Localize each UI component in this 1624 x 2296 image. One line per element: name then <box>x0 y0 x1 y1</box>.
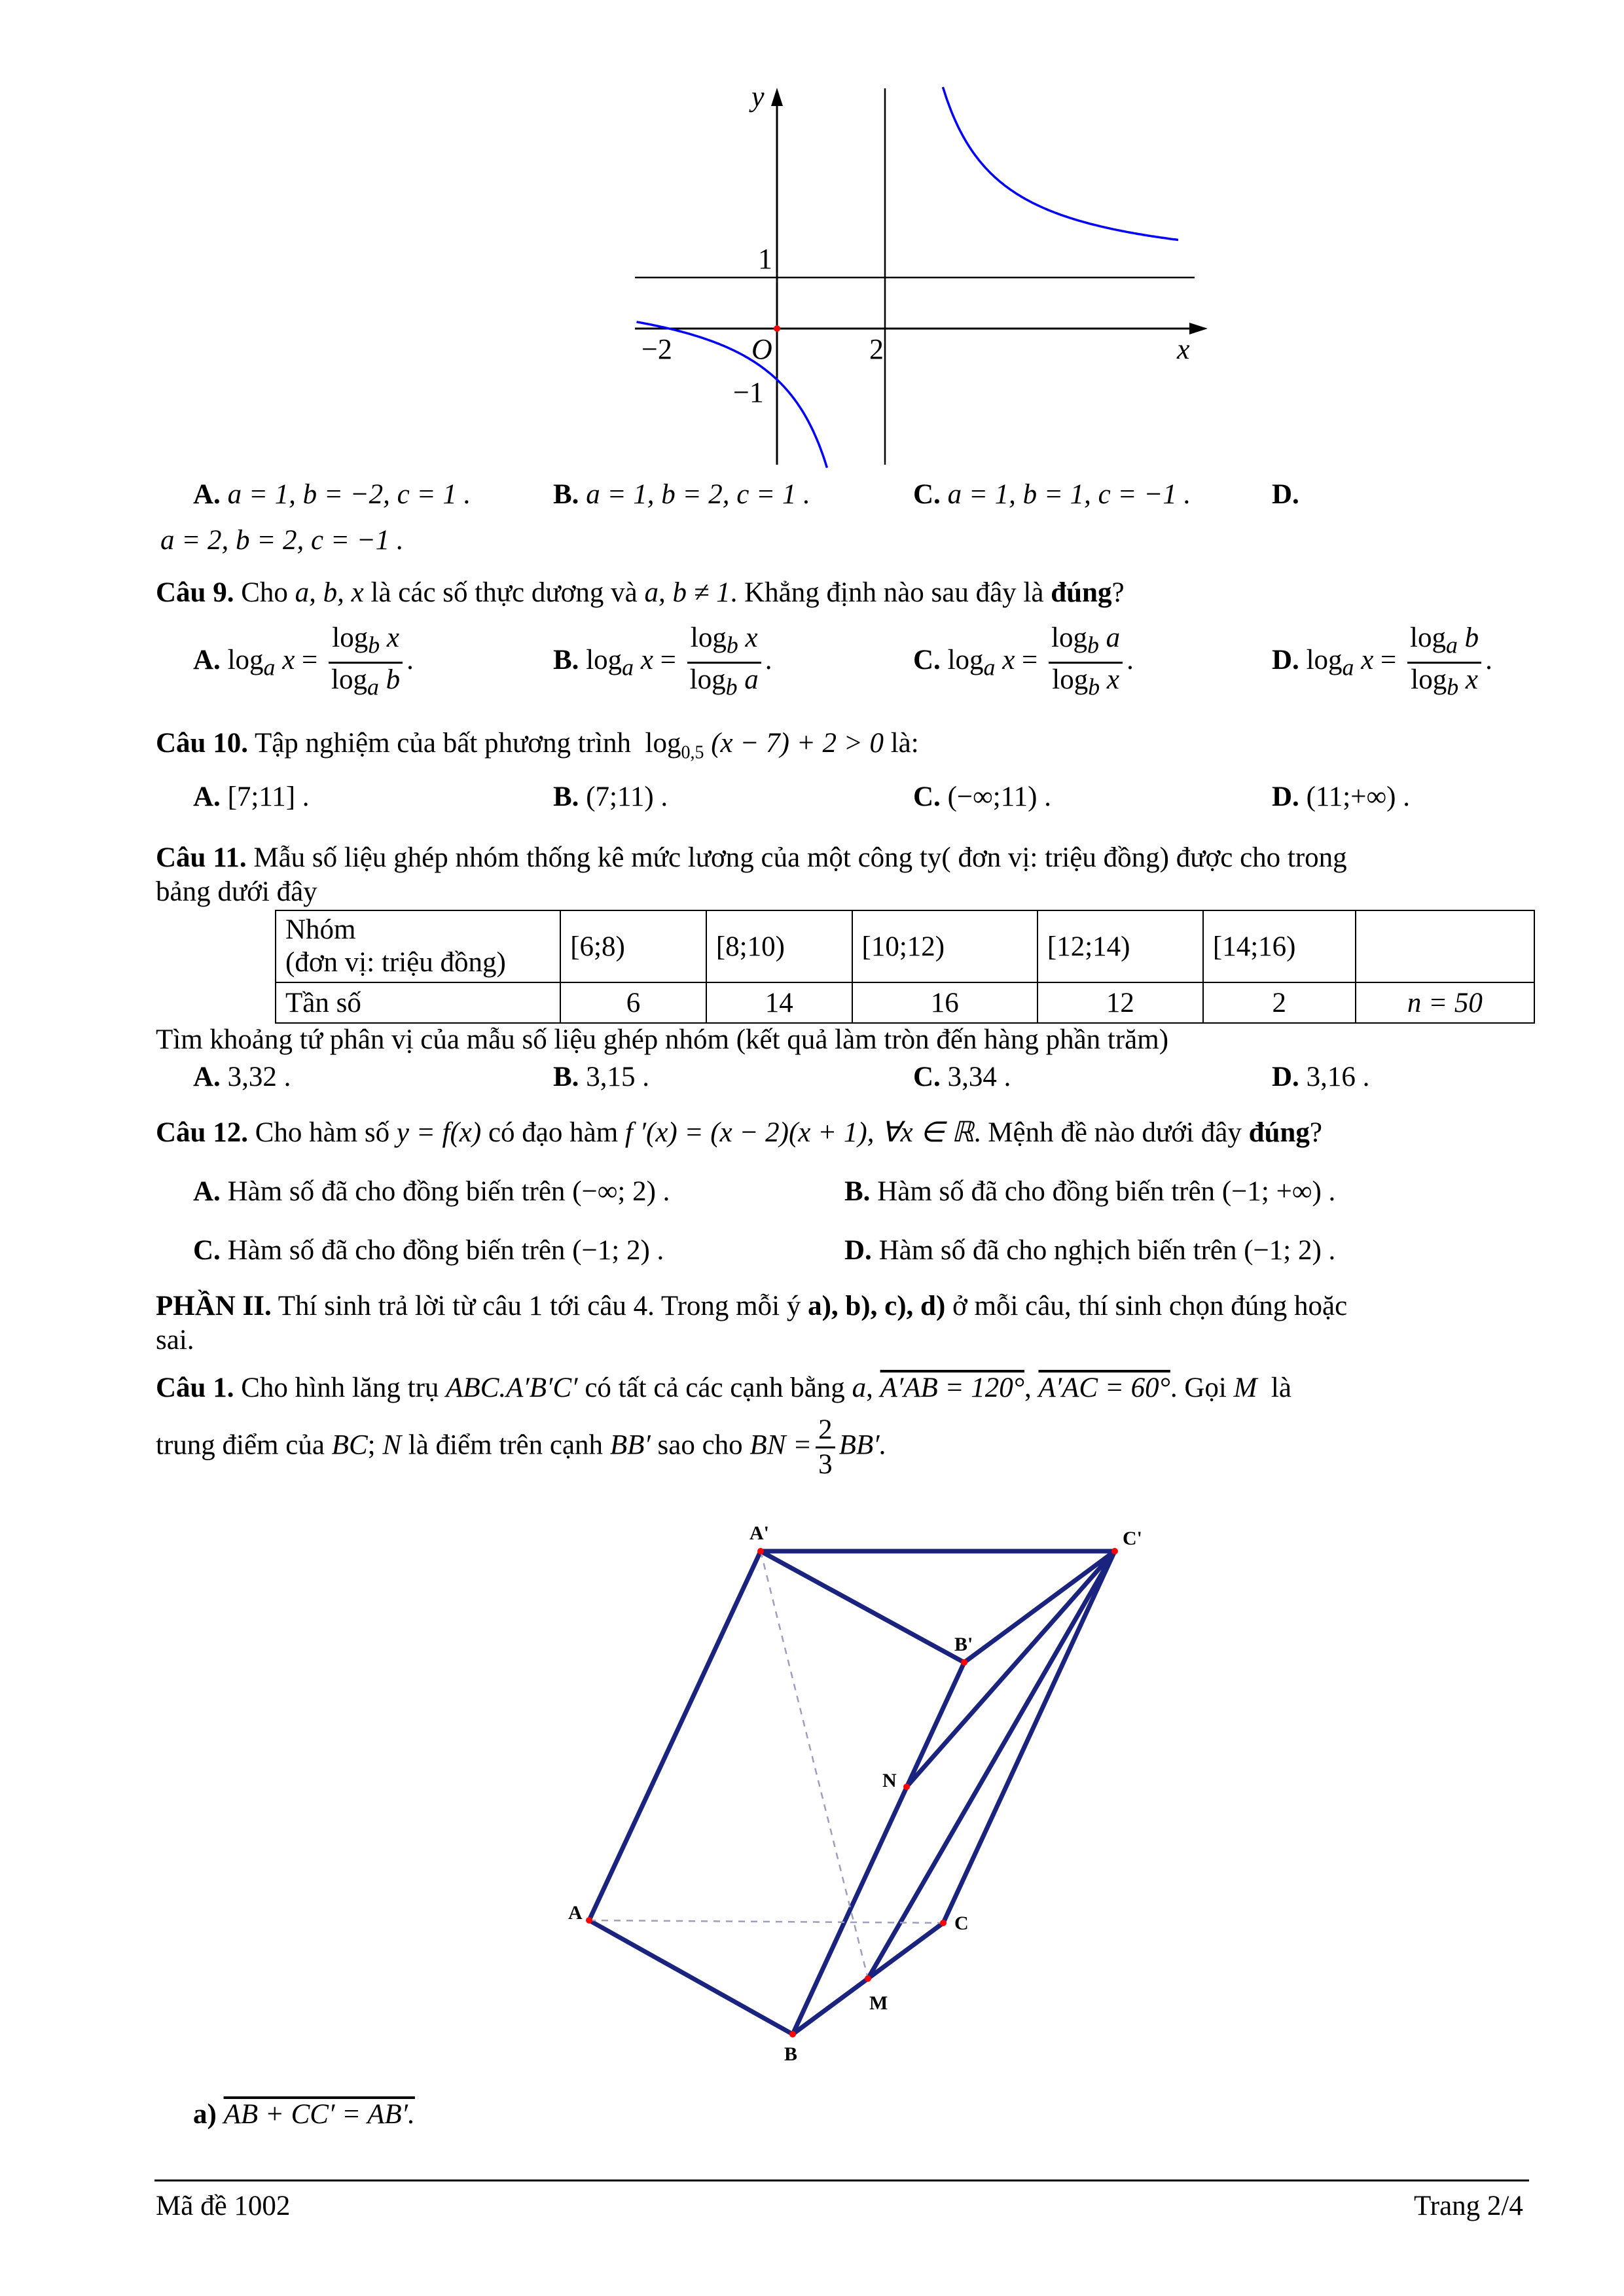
q12-option-c[interactable]: C. Hàm số đã cho đồng biến trên (−1; 2) . <box>193 1235 664 1266</box>
table-cell: 14 <box>706 982 852 1023</box>
edge-ApBp <box>761 1551 964 1662</box>
x-label: x <box>1177 333 1190 365</box>
point-Bp <box>961 1659 967 1666</box>
table-cell: [12;14) <box>1038 910 1203 982</box>
p2q1-stem-line1: Câu 1. Cho hình lăng trụ ABC.A′B′C′ có tất cả các cạnh bằng a, A′AB = 120°, A′AC = 60°. Gọi M là <box>156 1372 1291 1403</box>
tick-1-label: 1 <box>758 243 772 275</box>
label-C: C <box>954 1912 969 1934</box>
q9-option-a[interactable]: A. $\log_a x$ = $\frac{\log_b x}{\log_a b}$ . <box>193 622 414 700</box>
table-row-groups <box>276 910 1534 982</box>
y-label: y <box>751 81 765 113</box>
label-Cp: C' <box>1123 1528 1142 1549</box>
q9-stem: Câu 9. Cho a, b, x là các số thực dương và a, b ≠ 1. Khẳng định nào sau đây là đúng? <box>156 577 1125 608</box>
q8-option-d-text: a = 2, b = 2, c = −1 . <box>160 525 404 556</box>
q8-option-c[interactable]: C. a = 1, b = 1, c = −1 . <box>913 479 1191 510</box>
p2q1-stem-line2: trung điểm của BC; N là điểm trên cạnh BB′ sao cho BN = $\frac{2}{3}$ BB′. <box>156 1414 887 1480</box>
segment-MCp <box>868 1551 1115 1979</box>
edge-BpCp <box>964 1551 1115 1662</box>
label-Bp: B' <box>954 1634 973 1655</box>
q11-option-b[interactable]: B. 3,15 . <box>553 1062 649 1092</box>
q9-option-c[interactable]: C. $\log_a x$ = $\frac{\log_b a}{\log_b x}$ . <box>913 622 1134 700</box>
origin-label: O <box>751 333 772 365</box>
table-cell: [14;16) <box>1203 910 1356 982</box>
hidden-segment-ApM <box>761 1551 868 1979</box>
table-cell: 6 <box>560 982 706 1023</box>
q8-option-c-text: a = 1, b = 1, c = −1 . <box>947 479 1191 510</box>
tick-neg1-label: −1 <box>733 376 764 408</box>
q9-option-d[interactable]: D. $\log_a x$ = $\frac{\log_a b}{\log_b x}$ . <box>1272 622 1492 700</box>
q10-stem: Câu 10. Tập nghiệm của bất phương trình $\log_{0,5} (x - 7) + 2 > 0$ là: <box>156 728 919 763</box>
q12-option-d[interactable]: D. Hàm số đã cho nghịch biến trên (−1; 2) . <box>844 1235 1336 1266</box>
q11-option-d[interactable]: D. 3,16 . <box>1272 1062 1370 1092</box>
function-graph <box>622 79 1211 471</box>
footer-divider <box>154 2179 1529 2181</box>
label-A: A <box>568 1902 583 1924</box>
edge-AB <box>589 1920 793 2034</box>
q11-question: Tìm khoảng tứ phân vị của mẫu số liệu ghép nhóm (kết quả làm tròn đến hàng phần trăm) <box>156 1024 1169 1055</box>
q11-stem-line2: bảng dưới đây <box>156 876 317 907</box>
x-axis-arrow <box>1189 323 1208 334</box>
y-axis-arrow <box>771 88 783 106</box>
point-Ap <box>757 1548 764 1554</box>
table-row-label: Tần số <box>276 982 560 1023</box>
point-A <box>586 1917 592 1924</box>
label-N: N <box>882 1770 897 1791</box>
q10-option-c[interactable]: C. (−∞;11) . <box>913 781 1051 812</box>
footer-page-number: Trang 2/4 <box>1414 2191 1523 2221</box>
hidden-edge-AC <box>589 1920 943 1923</box>
point-N <box>903 1784 910 1790</box>
q12-option-a[interactable]: A. Hàm số đã cho đồng biến trên (−∞; 2) . <box>193 1176 670 1207</box>
point-B <box>789 2031 796 2037</box>
q10-option-a[interactable]: A. [7;11] . <box>193 781 310 812</box>
label-Ap: A' <box>749 1522 769 1544</box>
prism-figure <box>524 1505 1178 2065</box>
q10-option-b[interactable]: B. (7;11) . <box>553 781 668 812</box>
label-B: B <box>784 2043 798 2065</box>
q10-option-d[interactable]: D. (11;+∞) . <box>1272 781 1410 812</box>
footer-exam-code: Mã đề 1002 <box>156 2191 291 2221</box>
part2-heading: PHẦN II. Thí sinh trả lời từ câu 1 tới câu 4. Trong mỗi ý a), b), c), d) ở mỗi câu, thí sinh chọn đúng hoặc <box>156 1291 1348 1321</box>
table-cell: 12 <box>1038 982 1203 1023</box>
table-row-freq <box>276 982 1534 1023</box>
q8-option-b[interactable]: B. a = 1, b = 2, c = 1 . <box>553 479 810 510</box>
q12-stem: Câu 12. Cho hàm số y = f(x) có đạo hàm f ′(x) = (x − 2)(x + 1), ∀x ∈ ℝ. Mệnh đề nào dưới đây đúng? <box>156 1117 1322 1148</box>
q8-option-a[interactable]: A. a = 1, b = −2, c = 1 . <box>193 479 471 510</box>
p2q1-statement-a[interactable]: a) AB + CC′ = AB′. <box>193 2099 415 2130</box>
table-cell: n = 50 <box>1356 982 1534 1023</box>
q11-option-c[interactable]: C. 3,34 . <box>913 1062 1011 1092</box>
q12-option-b[interactable]: B. Hàm số đã cho đồng biến trên (−1; +∞) . <box>844 1176 1336 1207</box>
tick-neg2-label: −2 <box>641 333 672 365</box>
edge-CCp <box>943 1551 1115 1923</box>
edge-AAp <box>589 1551 761 1920</box>
table-cell: [8;10) <box>706 910 852 982</box>
label-M: M <box>869 1992 888 2014</box>
table-cell: 16 <box>852 982 1038 1023</box>
q11-option-a[interactable]: A. 3,32 . <box>193 1062 291 1092</box>
part2-heading-line2: sai. <box>156 1325 194 1355</box>
point-M <box>865 1975 871 1982</box>
q8-option-d[interactable]: D. <box>1272 479 1299 510</box>
q8-option-a-text: a = 1, b = −2, c = 1 . <box>227 479 471 510</box>
q9-option-b[interactable]: B. $\log_a x$ = $\frac{\log_b x}{\log_b a}$ . <box>553 622 772 700</box>
point-Cp <box>1111 1548 1118 1554</box>
point-C <box>940 1920 947 1926</box>
table-cell: [6;8) <box>560 910 706 982</box>
edge-BBp <box>793 1662 964 2034</box>
table-cell <box>1356 910 1534 982</box>
q11-stem-line1: Câu 11. Mẫu số liệu ghép nhóm thống kê mức lương của một công ty( đơn vị: triệu đồng) được cho trong <box>156 842 1347 873</box>
table-header-cell: Nhóm (đơn vị: triệu đồng) <box>276 910 560 982</box>
q8-option-b-text: a = 1, b = 2, c = 1 . <box>586 479 810 510</box>
curve-right-branch <box>943 87 1182 240</box>
segment-NCp <box>907 1551 1115 1787</box>
frequency-table <box>275 910 1535 1024</box>
tick-2-label: 2 <box>869 333 884 365</box>
table-cell: [10;12) <box>852 910 1038 982</box>
table-cell: 2 <box>1203 982 1356 1023</box>
origin-point <box>774 325 780 332</box>
